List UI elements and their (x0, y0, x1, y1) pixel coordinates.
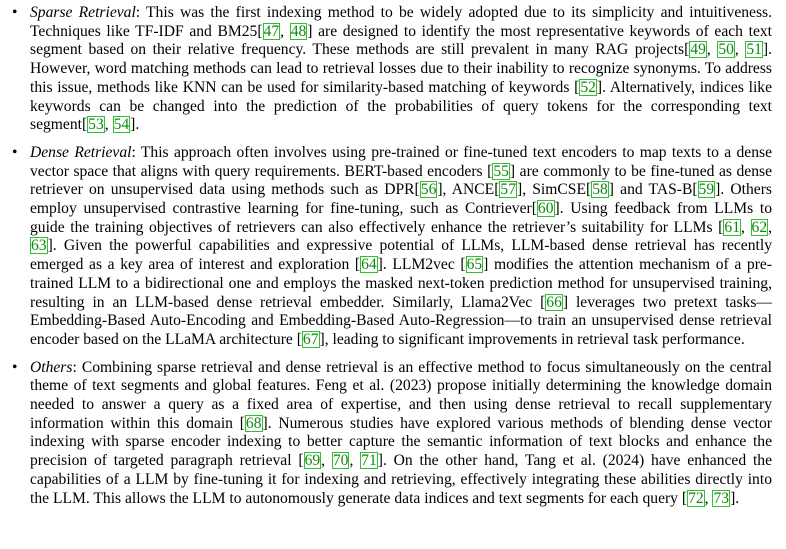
body-text: ]. LLM2vec [ (377, 256, 466, 274)
citation-link[interactable]: 68 (245, 414, 262, 432)
body-text: , (704, 489, 713, 507)
body-text: : This approach often involves using pre-trained or fine-tuned text encoders to map texts to a dense vector space that aligns with query requirements. BERT-based encoders [ (30, 143, 772, 180)
body-text: , (349, 452, 361, 470)
citation-link[interactable]: 51 (746, 41, 762, 59)
body-text: ]. Given the powerful capabilities and expressive potential of LLMs, LLM-based dense retrieval has recently emerged as a key area of interest and exploration [ (30, 237, 772, 274)
citation-link[interactable]: 55 (493, 162, 509, 180)
body-text: ] modifies the attention mechanism of a pre-trained LLM to a bidirectional one and employs the masked next-token prediction method for unsupervised training, resulting in an LLM-based dense retrieval embedder. Similarly, Llama2Vec [ (30, 256, 772, 311)
bullet-marker: • (12, 4, 18, 21)
citation-link[interactable]: 72 (688, 489, 704, 507)
body-text: ]. Alternatively, indices like keywords can be changed into the prediction of the probabilities of query tokens for the corresponding text segment[ (30, 78, 772, 134)
citation-link[interactable]: 58 (592, 181, 608, 199)
citation-link[interactable]: 54 (113, 116, 130, 134)
citation-link[interactable]: 64 (361, 256, 377, 274)
citation-link[interactable]: 62 (751, 218, 768, 236)
body-text: , (321, 452, 332, 470)
bullet-item (10, 144, 772, 350)
body-text: ] are designed to identify the most representative keywords of each text segment based on their relative frequency. These methods are still prevalent in many RAG projects[ (30, 22, 772, 59)
body-text: : Combining sparse retrieval and dense retrieval is an effective method to focus simultaneously on the central theme of text segments and global features. Feng et al. (2023) propose initially determining the knowledge domain needed to answer a query as a fixed area of expertise, and then using dense retrieval to recall supplementary information within this domain [ (30, 358, 772, 432)
citation-link[interactable]: 61 (724, 218, 740, 236)
citation-link[interactable]: 59 (698, 181, 715, 199)
citation-link[interactable]: 70 (332, 452, 349, 470)
citation-link[interactable]: 50 (718, 41, 734, 59)
bullet-term: Others (30, 358, 73, 376)
bullet-marker: • (12, 358, 18, 376)
body-text: ] and TAS-B[ (608, 181, 698, 199)
body-text: , (706, 41, 718, 59)
body-text: , (740, 218, 751, 236)
body-text: ]. Numerous studies have explored various methods of blending dense vector indexing with sparse encoder indexing to better capture the semantic information of text blocks and enhance the precision of targeted paragraph retrieval [ (30, 414, 772, 470)
citation-link[interactable]: 60 (537, 200, 554, 218)
body-text: ]. However, word matching methods can lead to retrieval losses due to their inability to recognize synonyms. To address this issue, methods like KNN can be used for similarity-based matching of keywords [ (30, 41, 773, 96)
citation-link[interactable]: 73 (713, 489, 730, 507)
citation-link[interactable]: 52 (580, 78, 596, 96)
body-text: , (104, 116, 113, 134)
body-text: ], ANCE[ (437, 181, 500, 199)
citation-link[interactable]: 53 (88, 116, 104, 134)
bullet-list (10, 4, 772, 508)
bullet-item (10, 4, 772, 135)
body-text: ]. (130, 116, 140, 134)
bullet-item (10, 359, 772, 509)
citation-link[interactable]: 71 (361, 452, 377, 470)
body-text: ]. (730, 489, 740, 507)
citation-link[interactable]: 49 (690, 41, 706, 59)
citation-link[interactable]: 67 (302, 330, 319, 348)
body-text: ]. On the other hand, Tang et al. (2024) have enhanced the capabilities of a LLM by fine-tuning it for indexing and retrieving, effectively integrating these abilities directly into the LLM. This allows the LLM to autonomously generate data indices and text segments for each query [ (30, 452, 773, 507)
bullet-term: Sparse Retrieval (30, 4, 136, 21)
citation-link[interactable]: 69 (304, 452, 321, 470)
citation-link[interactable]: 56 (420, 181, 437, 199)
citation-link[interactable]: 48 (290, 22, 307, 40)
bullet-term: Dense Retrieval (30, 143, 132, 161)
body-text: ]. Others employ unsupervised contrastive learning for fine-tuning, such as Contriever[ (30, 181, 772, 218)
citation-link[interactable]: 47 (263, 22, 280, 40)
body-text: : This was the first indexing method to be widely adopted due to its simplicity and intuitiveness. Techniques like TF-IDF and BM25[ (30, 4, 773, 40)
body-text: ] leverages two pretext tasks—Embedding-Based Auto-Encoding and Embedding-Based Auto-Regression—to train an unsupervised dense retrieval encoder based on the LLaMA architecture [ (30, 293, 773, 348)
bullet-marker: • (12, 143, 18, 161)
body-text: ], leading to significant improvements in retrieval task performance. (319, 330, 745, 348)
body-text: ] are commonly to be fine-tuned as dense retriever on unsupervised data using methods such as DPR[ (30, 162, 772, 199)
body-text: ]. Using feedback from LLMs to guide the training objectives of retrievers can also effectively enhance the retriever’s suitability for LLMs [ (30, 200, 772, 236)
body-text: , (768, 218, 773, 236)
body-text: , (734, 41, 746, 59)
citation-link[interactable]: 63 (31, 237, 47, 255)
citation-link[interactable]: 65 (466, 256, 483, 274)
body-text: ], SimCSE[ (517, 181, 592, 199)
citation-link[interactable]: 57 (500, 181, 516, 199)
citation-link[interactable]: 66 (546, 293, 562, 311)
body-text: , (280, 22, 290, 40)
